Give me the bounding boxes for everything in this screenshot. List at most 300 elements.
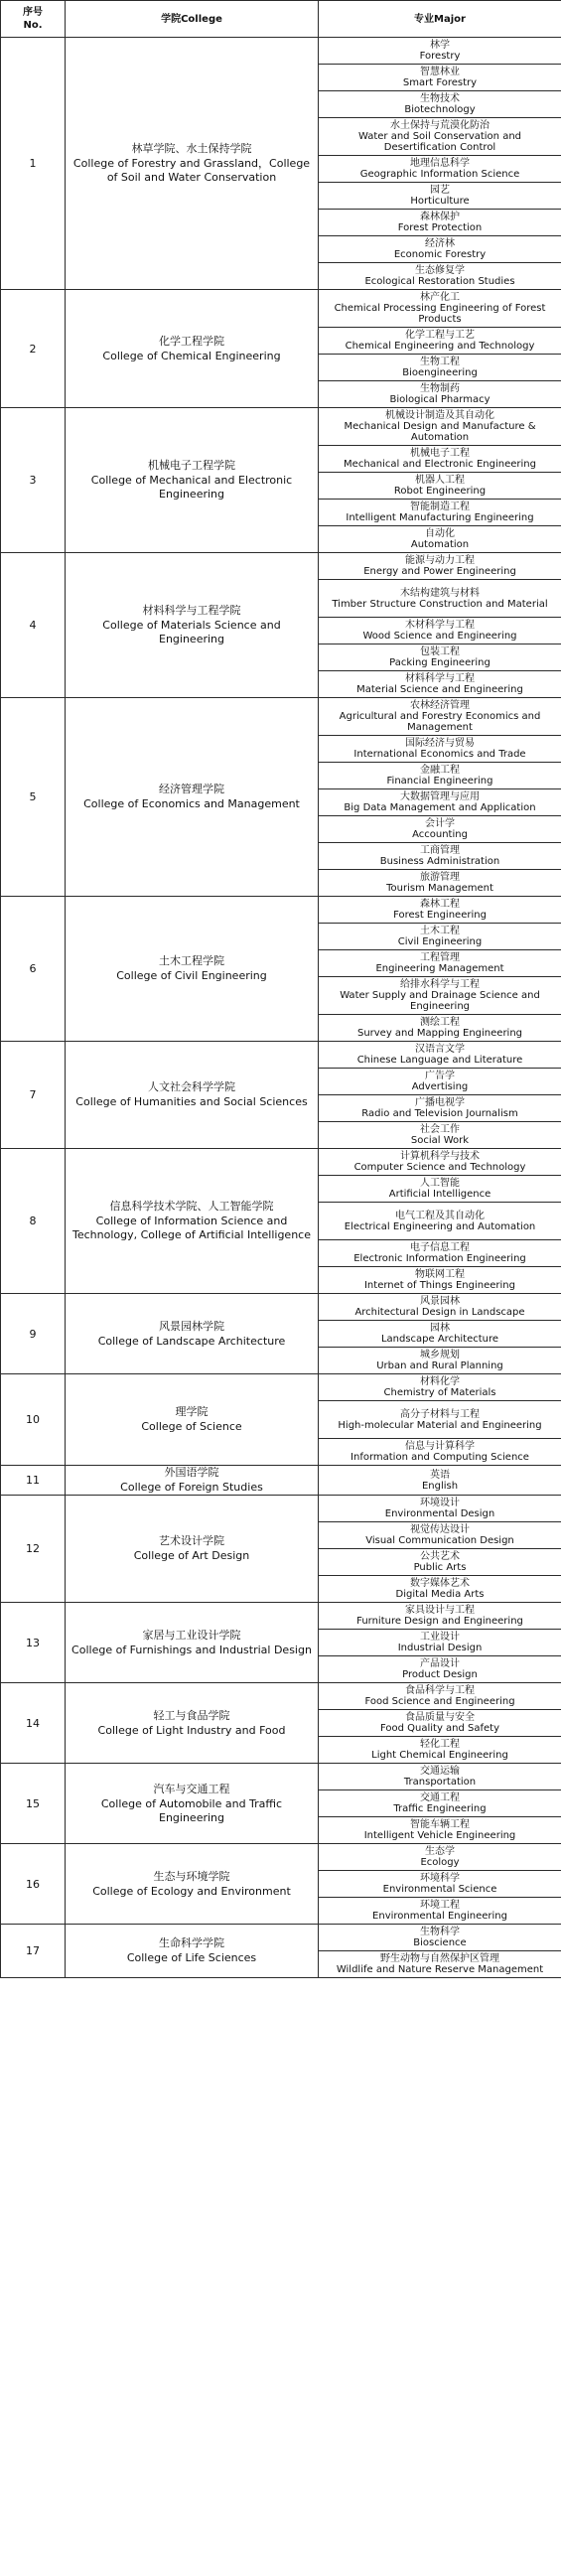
- college-name-en: College of Materials Science and Engineering: [102, 619, 281, 645]
- major-name-zh: 产品设计: [420, 1658, 460, 1669]
- college-cell: [66, 553, 319, 698]
- college-cell: [66, 1042, 319, 1149]
- major-name-zh: 给排水科学与工程: [400, 979, 480, 990]
- major-name-en: Visual Communication Design: [365, 1535, 514, 1546]
- major-cell: [319, 843, 561, 870]
- table-row: [1, 897, 561, 924]
- college-number: 12: [1, 1496, 66, 1603]
- college-name-en: College of Landscape Architecture: [97, 1334, 286, 1348]
- major-cell: [319, 1069, 561, 1095]
- table-body: [1, 38, 561, 1978]
- major-name-en: Engineering Management: [375, 963, 504, 974]
- major-name-en: Computer Science and Technology: [353, 1162, 526, 1173]
- major-name-en: Energy and Power Engineering: [363, 566, 516, 577]
- major-name-zh: 林学: [430, 40, 450, 51]
- major-name-zh: 森林保护: [420, 212, 460, 222]
- major-name-en: Furniture Design and Engineering: [356, 1616, 523, 1627]
- major-name-en: Agricultural and Forestry Economics and Management: [339, 711, 541, 733]
- major-name-en: Packing Engineering: [389, 657, 491, 668]
- college-cell: [66, 698, 319, 897]
- major-cell: [319, 156, 561, 183]
- college-cell: [66, 1603, 319, 1683]
- college-number: 9: [1, 1294, 66, 1374]
- major-cell: [319, 1737, 561, 1764]
- major-name-zh: 生物制药: [420, 383, 460, 394]
- major-cell: [319, 118, 561, 156]
- major-cell: [319, 1844, 561, 1871]
- major-cell: [319, 816, 561, 843]
- major-name-zh: 食品科学与工程: [405, 1685, 475, 1696]
- college-cell: [66, 1764, 319, 1844]
- header-no-en: No.: [23, 20, 43, 31]
- major-name-en: Tourism Management: [386, 883, 493, 894]
- major-name-zh: 水土保持与荒漠化防治: [390, 120, 490, 131]
- major-cell: [319, 210, 561, 236]
- major-name-zh: 生物技术: [420, 93, 460, 104]
- major-name-zh: 社会工作: [420, 1124, 460, 1135]
- major-name-zh: 食品质量与安全: [405, 1712, 475, 1723]
- table-row: [1, 1496, 561, 1522]
- college-name-en: College of Civil Engineering: [116, 969, 267, 982]
- major-cell: [319, 500, 561, 526]
- major-cell: [319, 1095, 561, 1122]
- major-name-zh: 大数据管理与应用: [400, 791, 480, 802]
- college-name-en: College of Automobile and Traffic Engineering: [100, 1796, 283, 1824]
- major-cell: [319, 1549, 561, 1576]
- major-name-en: Bioscience: [413, 1937, 467, 1948]
- major-name-en: Ecological Restoration Studies: [364, 276, 515, 287]
- college-cell: [66, 1496, 319, 1603]
- major-name-zh: 材料科学与工程: [405, 673, 475, 684]
- college-cell: [66, 1466, 319, 1496]
- table-row: [1, 1466, 561, 1496]
- major-name-zh: 环境科学: [420, 1873, 460, 1884]
- major-name-zh: 电气工程及其自动化: [395, 1210, 485, 1221]
- table-row: [1, 408, 561, 446]
- table-row: [1, 1764, 561, 1790]
- major-name-zh: 会计学: [425, 818, 455, 829]
- major-name-zh: 风景园林: [420, 1296, 460, 1307]
- major-name-en: Mechanical and Electronic Engineering: [344, 459, 536, 470]
- college-number: 16: [1, 1844, 66, 1925]
- major-cell: [319, 553, 561, 580]
- major-name-zh: 生物科学: [420, 1927, 460, 1937]
- major-name-zh: 信息与计算科学: [405, 1441, 475, 1452]
- major-name-zh: 材料化学: [420, 1376, 460, 1387]
- major-name-zh: 智慧林业: [420, 67, 460, 77]
- major-name-zh: 电子信息工程: [410, 1242, 470, 1253]
- college-cell: [66, 1294, 319, 1374]
- major-cell: [319, 1401, 561, 1439]
- college-name-en: College of Life Sciences: [126, 1951, 257, 1964]
- major-name-en: Intelligent Vehicle Engineering: [363, 1830, 516, 1841]
- major-name-zh: 智能车辆工程: [410, 1819, 470, 1830]
- major-name-zh: 机器人工程: [415, 475, 465, 486]
- major-name-en: Food Quality and Safety: [379, 1723, 500, 1734]
- college-number: 1: [1, 38, 66, 290]
- major-cell: [319, 1122, 561, 1149]
- major-name-en: Accounting: [412, 829, 468, 840]
- major-name-zh: 机械电子工程: [410, 448, 470, 459]
- college-name-zh: 家居与工业设计学院: [142, 1628, 241, 1642]
- major-cell: [319, 1790, 561, 1817]
- major-name-zh: 物联网工程: [415, 1269, 465, 1280]
- major-cell: [319, 870, 561, 897]
- college-number: 6: [1, 897, 66, 1042]
- major-cell: [319, 924, 561, 950]
- major-name-zh: 能源与动力工程: [405, 555, 475, 566]
- major-name-zh: 计算机科学与技术: [400, 1151, 480, 1162]
- major-cell: [319, 1683, 561, 1710]
- major-name-zh: 数字媒体艺术: [410, 1578, 470, 1589]
- college-number: 4: [1, 553, 66, 698]
- header-major: 专业Major: [319, 1, 561, 38]
- major-cell: [319, 1710, 561, 1737]
- major-name-zh: 园艺: [430, 185, 450, 196]
- major-name-zh: 金融工程: [420, 765, 460, 776]
- major-name-en: Environmental Science: [382, 1884, 497, 1895]
- table-row: [1, 553, 561, 580]
- major-name-zh: 测绘工程: [420, 1017, 460, 1028]
- major-cell: [319, 1603, 561, 1630]
- major-name-zh: 广播电视学: [415, 1097, 465, 1108]
- college-name-zh: 艺术设计学院: [159, 1534, 224, 1547]
- major-cell: [319, 671, 561, 698]
- major-name-zh: 汉语言文学: [415, 1044, 465, 1055]
- major-cell: [319, 1374, 561, 1401]
- major-name-en: Public Arts: [413, 1562, 467, 1573]
- major-cell: [319, 1466, 561, 1496]
- table-row: [1, 1603, 561, 1630]
- major-cell: [319, 698, 561, 736]
- major-name-zh: 林产化工: [420, 292, 460, 303]
- college-name-zh: 生命科学学院: [159, 1936, 224, 1949]
- major-name-en: Mechanical Design and Manufacture & Automation: [344, 421, 536, 443]
- college-name-zh: 材料科学与工程学院: [142, 604, 241, 617]
- college-number: 14: [1, 1683, 66, 1764]
- major-name-zh: 广告学: [425, 1071, 455, 1081]
- major-name-en: Robot Engineering: [393, 486, 487, 497]
- major-name-zh: 包装工程: [420, 646, 460, 657]
- college-name-zh: 汽车与交通工程: [153, 1782, 230, 1795]
- major-name-en: International Economics and Trade: [353, 749, 526, 760]
- major-name-en: Geographic Information Science: [359, 169, 520, 180]
- major-name-en: Economic Forestry: [393, 249, 487, 260]
- major-name-zh: 英语: [430, 1469, 450, 1481]
- major-name-en: Traffic Engineering: [393, 1803, 487, 1814]
- major-cell: [319, 1630, 561, 1656]
- major-cell: [319, 897, 561, 924]
- major-cell: [319, 1321, 561, 1348]
- college-name-zh: 林草学院、水土保持学院: [131, 142, 252, 155]
- major-name-zh: 城乡规划: [420, 1350, 460, 1360]
- major-cell: [319, 290, 561, 328]
- major-cell: [319, 1951, 561, 1978]
- major-name-en: Timber Structure Construction and Material: [332, 598, 548, 610]
- major-name-zh: 机械设计制造及其自动化: [385, 410, 494, 421]
- major-cell: [319, 1496, 561, 1522]
- major-name-en: Product Design: [402, 1669, 478, 1680]
- college-number: 13: [1, 1603, 66, 1683]
- table-row: [1, 1042, 561, 1069]
- major-cell: [319, 950, 561, 977]
- college-name-zh: 经济管理学院: [159, 783, 224, 795]
- college-cell: [66, 1683, 319, 1764]
- college-number: 11: [1, 1466, 66, 1496]
- major-cell: [319, 408, 561, 446]
- college-name-en: College of Humanities and Social Sciences: [75, 1095, 308, 1108]
- college-number: 15: [1, 1764, 66, 1844]
- table-row: [1, 1374, 561, 1401]
- college-name-en: College of Economics and Management: [83, 797, 300, 810]
- college-name-en: College of Information Science and Technology, College of Artificial Intelligence: [72, 1215, 311, 1241]
- major-name-en: Wildlife and Nature Reserve Management: [336, 1964, 544, 1975]
- major-name-zh: 环境设计: [420, 1498, 460, 1508]
- major-name-en: Civil Engineering: [397, 936, 483, 947]
- college-name-zh: 外国语学院: [164, 1466, 219, 1479]
- college-name-zh: 生态与环境学院: [153, 1869, 230, 1883]
- major-cell: [319, 1871, 561, 1898]
- major-cell: [319, 473, 561, 500]
- header-college: 学院College: [66, 1, 319, 38]
- college-cell: [66, 1925, 319, 1978]
- major-cell: [319, 236, 561, 263]
- major-name-en: Architectural Design in Landscape: [354, 1307, 525, 1318]
- college-name-en: College of Mechanical and Electronic Engineering: [90, 474, 293, 501]
- major-name-zh: 智能制造工程: [410, 501, 470, 512]
- major-cell: [319, 1439, 561, 1466]
- college-name-zh: 土木工程学院: [159, 954, 224, 967]
- college-name-zh: 人文社会科学学院: [148, 1080, 235, 1093]
- major-name-en: Water and Soil Conservation and Desertification Control: [357, 131, 522, 153]
- college-cell: [66, 1844, 319, 1925]
- college-name-en: College of Science: [141, 1420, 242, 1433]
- college-name-zh: 理学院: [175, 1405, 209, 1418]
- college-cell: [66, 38, 319, 290]
- major-name-en: Wood Science and Engineering: [362, 631, 517, 642]
- major-cell: [319, 644, 561, 671]
- college-number: 2: [1, 290, 66, 408]
- college-name-zh: 机械电子工程学院: [148, 459, 235, 472]
- major-name-en: English: [421, 1480, 459, 1492]
- college-number: 7: [1, 1042, 66, 1149]
- major-name-en: Forestry: [419, 51, 461, 62]
- major-cell: [319, 381, 561, 408]
- major-cell: [319, 1576, 561, 1603]
- major-cell: [319, 446, 561, 473]
- major-name-zh: 野生动物与自然保护区管理: [380, 1953, 499, 1964]
- major-name-en: Horticulture: [410, 196, 470, 207]
- table-row: [1, 1294, 561, 1321]
- major-name-en: Bioengineering: [402, 367, 478, 378]
- major-cell: [319, 977, 561, 1015]
- table-row: [1, 290, 561, 328]
- major-cell: [319, 1348, 561, 1374]
- major-name-en: Transportation: [403, 1777, 477, 1788]
- major-name-en: Smart Forestry: [402, 77, 478, 88]
- major-name-zh: 工商管理: [420, 845, 460, 856]
- major-name-en: Survey and Mapping Engineering: [356, 1028, 523, 1039]
- college-cell: [66, 897, 319, 1042]
- college-number: 8: [1, 1149, 66, 1294]
- college-name-en: College of Forestry and Grassland，College of Soil and Water Conservation: [72, 157, 311, 184]
- table-header: [1, 1, 561, 38]
- major-cell: [319, 183, 561, 210]
- college-name-zh: 轻工与食品学院: [153, 1708, 230, 1722]
- major-cell: [319, 1149, 561, 1176]
- major-name-zh: 生态学: [425, 1846, 455, 1857]
- major-name-zh: 地理信息科学: [410, 158, 470, 169]
- table-row: [1, 1149, 561, 1176]
- major-cell: [319, 1176, 561, 1203]
- major-name-zh: 家具设计与工程: [405, 1605, 475, 1616]
- major-cell: [319, 618, 561, 644]
- college-number: 17: [1, 1925, 66, 1978]
- major-name-en: Business Administration: [379, 856, 500, 867]
- major-name-zh: 生态修复学: [415, 265, 465, 276]
- major-name-en: Landscape Architecture: [380, 1334, 499, 1345]
- major-cell: [319, 763, 561, 789]
- major-name-en: Environmental Engineering: [372, 1911, 507, 1922]
- college-name-en: College of Light Industry and Food: [97, 1723, 286, 1737]
- major-name-en: Financial Engineering: [386, 776, 493, 787]
- major-cell: [319, 1294, 561, 1321]
- header-no-zh: 序号: [23, 7, 43, 18]
- major-name-zh: 高分子材料与工程: [400, 1408, 480, 1420]
- major-cell: [319, 1267, 561, 1294]
- table-row: [1, 698, 561, 736]
- major-cell: [319, 263, 561, 290]
- major-name-en: Electrical Engineering and Automation: [344, 1220, 536, 1232]
- major-cell: [319, 1656, 561, 1683]
- major-name-zh: 木结构建筑与材料: [400, 587, 480, 599]
- major-name-en: Chinese Language and Literature: [356, 1055, 523, 1066]
- major-name-zh: 工程管理: [420, 952, 460, 963]
- major-cell: [319, 1203, 561, 1240]
- table-row: [1, 38, 561, 65]
- major-name-en: Ecology: [420, 1857, 460, 1868]
- major-cell: [319, 1042, 561, 1069]
- major-name-zh: 视觉传达设计: [410, 1524, 470, 1535]
- major-cell: [319, 1925, 561, 1951]
- major-name-en: Chemistry of Materials: [383, 1387, 496, 1398]
- table-row: [1, 1844, 561, 1871]
- college-name-en: College of Furnishings and Industrial Design: [71, 1643, 312, 1656]
- table-row: [1, 1683, 561, 1710]
- college-name-en: College of Foreign Studies: [120, 1481, 263, 1494]
- college-cell: [66, 1374, 319, 1466]
- college-name-zh: 信息科学技术学院、人工智能学院: [109, 1200, 274, 1213]
- major-name-en: Industrial Design: [397, 1643, 483, 1653]
- college-name-en: College of Art Design: [133, 1549, 250, 1562]
- major-name-en: Urban and Rural Planning: [376, 1360, 503, 1371]
- major-name-zh: 人工智能: [420, 1178, 460, 1189]
- major-name-en: Big Data Management and Application: [344, 802, 536, 813]
- major-name-zh: 公共艺术: [420, 1551, 460, 1562]
- major-name-en: Digital Media Arts: [395, 1589, 485, 1600]
- table-row: [1, 1925, 561, 1951]
- major-cell: [319, 1522, 561, 1549]
- major-cell: [319, 1817, 561, 1844]
- major-name-en: Social Work: [410, 1135, 470, 1146]
- major-name-zh: 木材科学与工程: [405, 620, 475, 631]
- major-cell: [319, 736, 561, 763]
- major-name-zh: 交通工程: [420, 1792, 460, 1803]
- major-name-en: Water Supply and Drainage Science and Engineering: [340, 990, 540, 1012]
- major-name-en: Radio and Television Journalism: [361, 1108, 518, 1119]
- major-name-zh: 旅游管理: [420, 872, 460, 883]
- major-cell: [319, 526, 561, 553]
- major-name-en: Information and Computing Science: [351, 1452, 529, 1463]
- major-name-en: Intelligent Manufacturing Engineering: [346, 512, 534, 523]
- major-cell: [319, 1015, 561, 1042]
- major-name-en: Chemical Engineering and Technology: [345, 341, 535, 352]
- major-name-en: High-molecular Material and Engineering: [338, 1419, 542, 1431]
- college-cell: [66, 408, 319, 553]
- major-name-en: Forest Engineering: [393, 910, 487, 921]
- major-cell: [319, 355, 561, 381]
- college-name-en: College of Chemical Engineering: [102, 349, 281, 362]
- major-cell: [319, 1764, 561, 1790]
- major-cell: [319, 38, 561, 65]
- major-name-zh: 自动化: [425, 528, 455, 539]
- major-name-en: Forest Protection: [397, 222, 483, 233]
- major-name-zh: 农林经济管理: [410, 700, 470, 711]
- major-name-en: Material Science and Engineering: [356, 684, 523, 695]
- major-name-zh: 森林工程: [420, 899, 460, 910]
- major-name-zh: 交通运输: [420, 1766, 460, 1777]
- major-name-en: Artificial Intelligence: [388, 1189, 491, 1200]
- college-cell: [66, 290, 319, 408]
- college-number: 3: [1, 408, 66, 553]
- major-cell: [319, 1898, 561, 1925]
- college-name-zh: 化学工程学院: [159, 334, 224, 348]
- major-cell: [319, 91, 561, 118]
- major-cell: [319, 65, 561, 91]
- major-cell: [319, 580, 561, 618]
- major-name-en: Automation: [410, 539, 470, 550]
- college-name-zh: 风景园林学院: [159, 1319, 224, 1333]
- major-name-en: Advertising: [411, 1081, 469, 1092]
- major-name-en: Biological Pharmacy: [389, 394, 491, 405]
- college-number: 10: [1, 1374, 66, 1466]
- major-name-zh: 园林: [430, 1323, 450, 1334]
- major-name-zh: 经济林: [425, 238, 455, 249]
- major-name-en: Biotechnology: [404, 104, 476, 115]
- major-name-zh: 土木工程: [420, 926, 460, 936]
- major-cell: [319, 1240, 561, 1267]
- major-name-en: Internet of Things Engineering: [363, 1280, 515, 1291]
- major-name-en: Food Science and Engineering: [364, 1696, 515, 1707]
- major-name-zh: 轻化工程: [420, 1739, 460, 1750]
- major-name-en: Electronic Information Engineering: [353, 1253, 526, 1264]
- college-number: 5: [1, 698, 66, 897]
- major-name-zh: 生物工程: [420, 357, 460, 367]
- major-name-zh: 环境工程: [420, 1900, 460, 1911]
- header-no: [1, 1, 66, 38]
- major-cell: [319, 789, 561, 816]
- major-name-en: Chemical Processing Engineering of Forest Products: [334, 303, 546, 325]
- major-name-zh: 工业设计: [420, 1632, 460, 1643]
- college-name-en: College of Ecology and Environment: [92, 1884, 291, 1898]
- header-row: [1, 1, 561, 38]
- major-cell: [319, 328, 561, 355]
- major-name-zh: 化学工程与工艺: [405, 330, 475, 341]
- college-cell: [66, 1149, 319, 1294]
- major-name-en: Light Chemical Engineering: [371, 1750, 508, 1761]
- major-name-zh: 国际经济与贸易: [405, 738, 475, 749]
- major-name-en: Environmental Design: [384, 1508, 495, 1519]
